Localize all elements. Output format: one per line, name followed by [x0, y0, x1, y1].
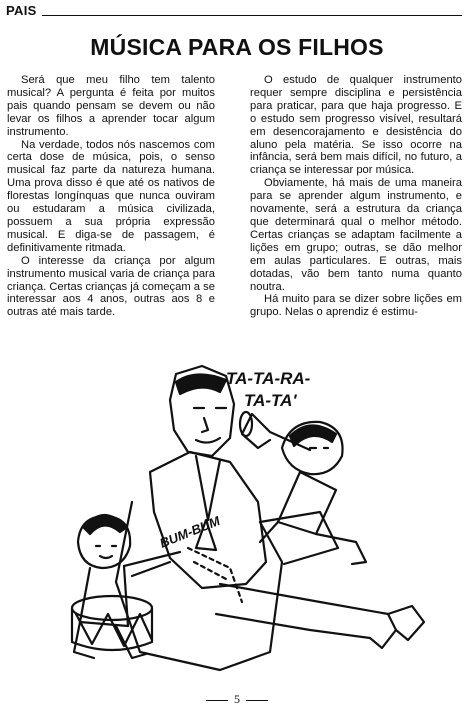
paragraph: O estudo de qualquer instrumento requer sempre disciplina e persistência para praticar, para que haja progresso. E o estudo sem progresso visível, resultará em desencorajamento e desistência do aluno pela matéria. Se isso ocorre na infância, será bem mais difícil, no futuro, a criança se interessar por música.	[250, 74, 462, 177]
page-footer	[0, 692, 474, 707]
section-label: PAIS	[6, 3, 37, 18]
father-legs	[216, 584, 396, 648]
article-title: MÚSICA PARA OS FILHOS	[90, 34, 384, 60]
header-rule	[42, 15, 462, 16]
sound-effect-trumpet-2: TA-TA'	[244, 391, 297, 410]
paragraph: O interesse da criança por algum instrumento musical varia de criança para criança. Certas crianças já começam a se interessar aos 4 anos, outras aos 8 e outras até mais tarde.	[7, 254, 215, 319]
footer-dash	[206, 700, 228, 701]
sound-effect-drum: BUM-BUM	[157, 513, 223, 551]
paragraph: Obviamente, há mais de uma maneira para se aprender algum instrumento, e novamente, será a estrutura da criança que determinará qual o melhor método. Certas crianças se adaptam facilmente a lições em grupo; outras, se dão melhor em aulas particulares. E outras, mais dotadas, vão bem tanto numa quanto noutra.	[250, 177, 462, 293]
right-column	[250, 74, 462, 319]
page-number: 5	[234, 692, 240, 706]
cartoon-illustration	[20, 352, 440, 682]
paragraph: Há muito para se dizer sobre lições em grupo. Nelas o aprendiz é estimu-	[250, 293, 462, 319]
paragraph: Será que meu filho tem talento musical? A pergunta é feita por muitos pais quando pensam se devem ou não levar os filhos a aprender tocar algum instrumento.	[7, 74, 215, 138]
footer-dash	[246, 700, 268, 701]
sound-effect-trumpet-1: TA-TA-RA-	[226, 369, 311, 388]
paragraph: Na verdade, todos nós nascemos com certa dose de música, pois, o senso musical faz parte da natureza humana. Uma prova disso é que até os nativos de florestas longínquas que nunca ouviram ou estudaram a música civilizada, possuem a sua própria expressão musical. E diga-se de passagem, é definitivamente ritmada.	[7, 138, 215, 254]
left-column	[7, 74, 215, 319]
